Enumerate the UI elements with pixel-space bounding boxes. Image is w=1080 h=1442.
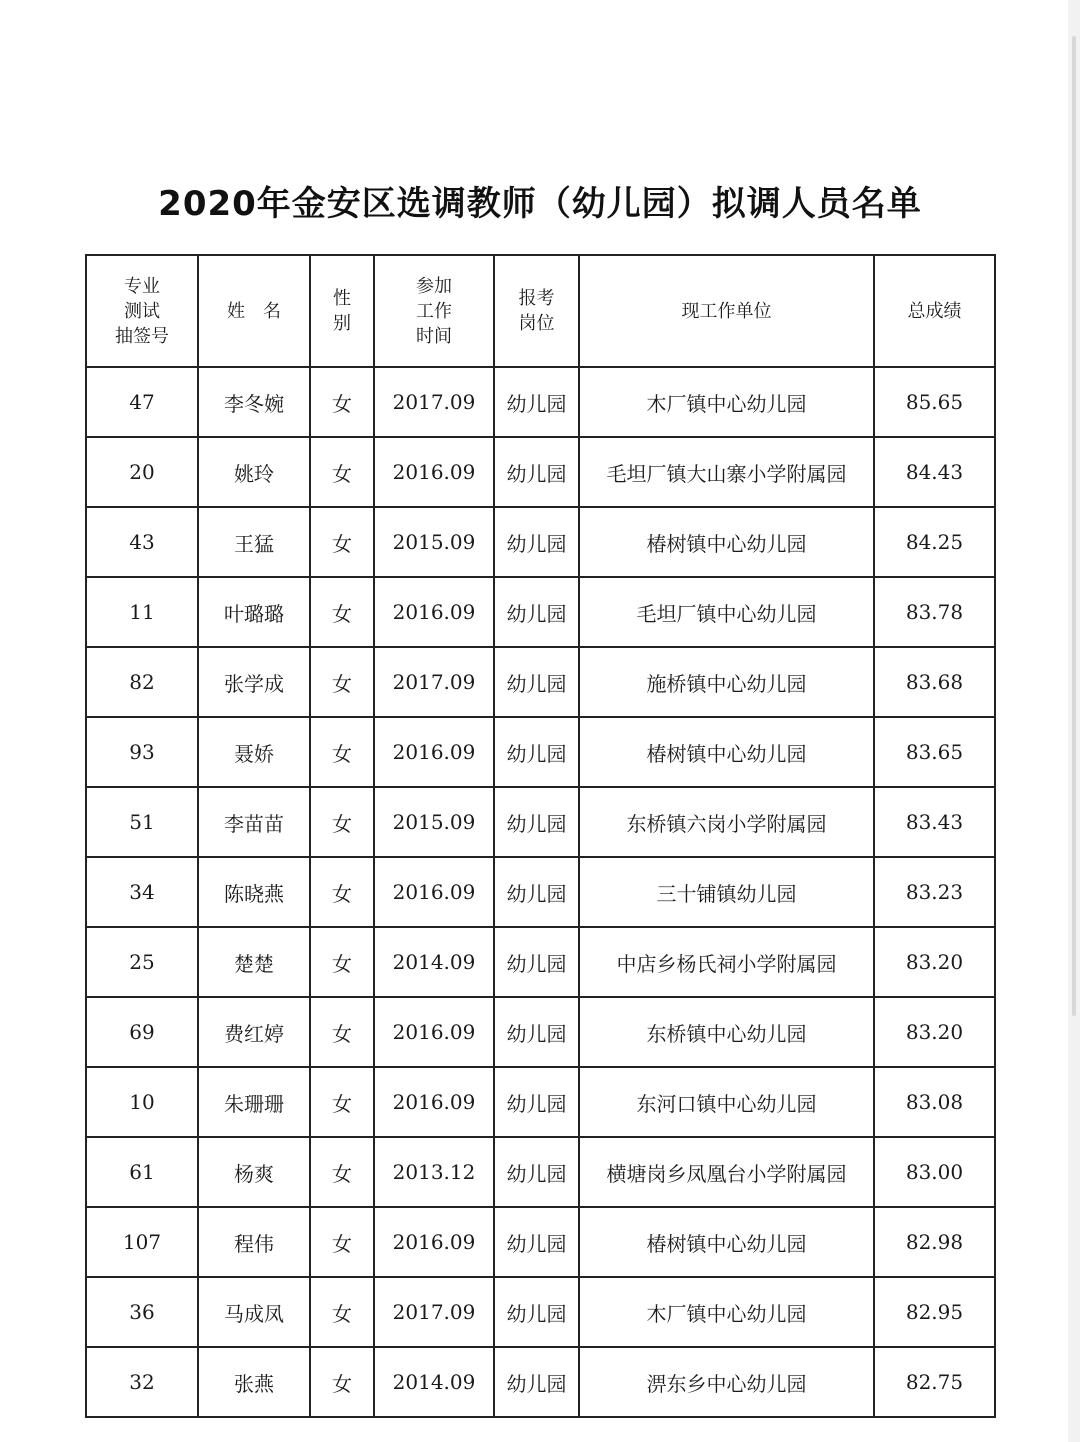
cell-workplace: 椿树镇中心幼儿园	[579, 1207, 874, 1277]
cell-name: 姚玲	[198, 437, 310, 507]
cell-name: 楚楚	[198, 927, 310, 997]
cell-lot-number: 25	[86, 927, 198, 997]
cell-workplace: 横塘岗乡凤凰台小学附属园	[579, 1137, 874, 1207]
header-lot-number	[86, 255, 198, 367]
header-total-score	[874, 255, 995, 367]
header-lot-number-text: 专业 测试 抽签号	[115, 275, 169, 347]
cell-workplace: 施桥镇中心幼儿园	[579, 647, 874, 717]
header-gender-text: 性 别	[333, 288, 351, 334]
cell-total-score: 83.65	[874, 717, 995, 787]
cell-workplace: 木厂镇中心幼儿园	[579, 1277, 874, 1347]
cell-lot-number: 32	[86, 1347, 198, 1417]
cell-workplace: 中店乡杨氏祠小学附属园	[579, 927, 874, 997]
header-position-text: 报考 岗位	[518, 288, 555, 334]
cell-name: 王猛	[198, 507, 310, 577]
table-header-row	[86, 255, 995, 367]
table-row	[86, 1207, 995, 1277]
cell-workplace: 毛坦厂镇中心幼儿园	[579, 577, 874, 647]
cell-total-score: 82.75	[874, 1347, 995, 1417]
cell-lot-number: 93	[86, 717, 198, 787]
cell-gender: 女	[310, 1067, 374, 1137]
header-total-score-text: 总成绩	[907, 300, 962, 322]
cell-gender: 女	[310, 367, 374, 437]
cell-name: 叶璐璐	[198, 577, 310, 647]
cell-workplace: 东桥镇中心幼儿园	[579, 997, 874, 1067]
cell-position: 幼儿园	[494, 507, 579, 577]
cell-position: 幼儿园	[494, 787, 579, 857]
cell-position: 幼儿园	[494, 647, 579, 717]
cell-start-date: 2016.09	[374, 857, 494, 927]
table-row	[86, 577, 995, 647]
cell-name: 朱珊珊	[198, 1067, 310, 1137]
cell-lot-number: 20	[86, 437, 198, 507]
cell-total-score: 83.20	[874, 997, 995, 1067]
cell-gender: 女	[310, 787, 374, 857]
cell-lot-number: 82	[86, 647, 198, 717]
table-body	[86, 367, 995, 1417]
cell-position: 幼儿园	[494, 437, 579, 507]
cell-start-date: 2017.09	[374, 367, 494, 437]
cell-position: 幼儿园	[494, 1347, 579, 1417]
cell-start-date: 2017.09	[374, 1277, 494, 1347]
cell-workplace: 东河口镇中心幼儿园	[579, 1067, 874, 1137]
cell-start-date: 2016.09	[374, 437, 494, 507]
cell-workplace: 毛坦厂镇大山寨小学附属园	[579, 437, 874, 507]
cell-start-date: 2016.09	[374, 1067, 494, 1137]
table-row	[86, 647, 995, 717]
cell-start-date: 2017.09	[374, 647, 494, 717]
cell-name: 聂娇	[198, 717, 310, 787]
page-title: 2020年金安区选调教师（幼儿园）拟调人员名单	[158, 184, 922, 224]
cell-name: 杨爽	[198, 1137, 310, 1207]
cell-gender: 女	[310, 997, 374, 1067]
cell-gender: 女	[310, 927, 374, 997]
header-name	[198, 255, 310, 367]
cell-gender: 女	[310, 857, 374, 927]
cell-lot-number: 107	[86, 1207, 198, 1277]
table-row	[86, 1347, 995, 1417]
header-workplace-text: 现工作单位	[681, 300, 772, 322]
cell-name: 马成凤	[198, 1277, 310, 1347]
cell-gender: 女	[310, 647, 374, 717]
cell-position: 幼儿园	[494, 1137, 579, 1207]
cell-position: 幼儿园	[494, 1067, 579, 1137]
cell-lot-number: 51	[86, 787, 198, 857]
cell-lot-number: 11	[86, 577, 198, 647]
cell-workplace: 东桥镇六岗小学附属园	[579, 787, 874, 857]
cell-workplace: 椿树镇中心幼儿园	[579, 507, 874, 577]
table-row	[86, 1067, 995, 1137]
cell-lot-number: 10	[86, 1067, 198, 1137]
cell-workplace: 淠东乡中心幼儿园	[579, 1347, 874, 1417]
cell-start-date: 2013.12	[374, 1137, 494, 1207]
header-gender	[310, 255, 374, 367]
table-row	[86, 1137, 995, 1207]
cell-lot-number: 36	[86, 1277, 198, 1347]
cell-total-score: 83.43	[874, 787, 995, 857]
cell-lot-number: 34	[86, 857, 198, 927]
table-row	[86, 507, 995, 577]
cell-name: 李冬婉	[198, 367, 310, 437]
cell-total-score: 83.20	[874, 927, 995, 997]
cell-workplace: 木厂镇中心幼儿园	[579, 367, 874, 437]
header-position	[494, 255, 579, 367]
cell-total-score: 83.68	[874, 647, 995, 717]
cell-lot-number: 69	[86, 997, 198, 1067]
table-row	[86, 927, 995, 997]
table-row	[86, 717, 995, 787]
cell-position: 幼儿园	[494, 927, 579, 997]
cell-total-score: 83.00	[874, 1137, 995, 1207]
cell-start-date: 2016.09	[374, 1207, 494, 1277]
cell-position: 幼儿园	[494, 1207, 579, 1277]
cell-total-score: 83.78	[874, 577, 995, 647]
table-row	[86, 857, 995, 927]
cell-lot-number: 43	[86, 507, 198, 577]
header-start-date	[374, 255, 494, 367]
header-name-text: 姓 名	[227, 300, 281, 322]
cell-gender: 女	[310, 437, 374, 507]
cell-start-date: 2014.09	[374, 927, 494, 997]
cell-workplace: 椿树镇中心幼儿园	[579, 717, 874, 787]
table-row	[86, 437, 995, 507]
cell-total-score: 84.43	[874, 437, 995, 507]
cell-total-score: 83.08	[874, 1067, 995, 1137]
cell-gender: 女	[310, 577, 374, 647]
cell-name: 陈晓燕	[198, 857, 310, 927]
cell-start-date: 2016.09	[374, 577, 494, 647]
cell-position: 幼儿园	[494, 367, 579, 437]
cell-start-date: 2015.09	[374, 787, 494, 857]
table-row	[86, 997, 995, 1067]
cell-position: 幼儿园	[494, 997, 579, 1067]
cell-lot-number: 47	[86, 367, 198, 437]
cell-name: 费红婷	[198, 997, 310, 1067]
cell-name: 李苗苗	[198, 787, 310, 857]
table-row	[86, 1277, 995, 1347]
header-start-date-text: 参加 工作 时间	[416, 275, 452, 347]
header-workplace	[579, 255, 874, 367]
cell-total-score: 84.25	[874, 507, 995, 577]
cell-total-score: 82.98	[874, 1207, 995, 1277]
cell-total-score: 85.65	[874, 367, 995, 437]
cell-lot-number: 61	[86, 1137, 198, 1207]
cell-workplace: 三十铺镇幼儿园	[579, 857, 874, 927]
cell-gender: 女	[310, 507, 374, 577]
cell-name: 张学成	[198, 647, 310, 717]
cell-position: 幼儿园	[494, 577, 579, 647]
cell-start-date: 2015.09	[374, 507, 494, 577]
cell-position: 幼儿园	[494, 857, 579, 927]
cell-start-date: 2016.09	[374, 717, 494, 787]
cell-name: 程伟	[198, 1207, 310, 1277]
cell-gender: 女	[310, 1207, 374, 1277]
cell-position: 幼儿园	[494, 1277, 579, 1347]
roster-table	[85, 254, 996, 1418]
cell-total-score: 82.95	[874, 1277, 995, 1347]
cell-total-score: 83.23	[874, 857, 995, 927]
cell-gender: 女	[310, 1277, 374, 1347]
table-row	[86, 367, 995, 437]
cell-gender: 女	[310, 1347, 374, 1417]
cell-start-date: 2014.09	[374, 1347, 494, 1417]
cell-gender: 女	[310, 1137, 374, 1207]
cell-start-date: 2016.09	[374, 997, 494, 1067]
cell-gender: 女	[310, 717, 374, 787]
cell-name: 张燕	[198, 1347, 310, 1417]
cell-position: 幼儿园	[494, 717, 579, 787]
table-row	[86, 787, 995, 857]
